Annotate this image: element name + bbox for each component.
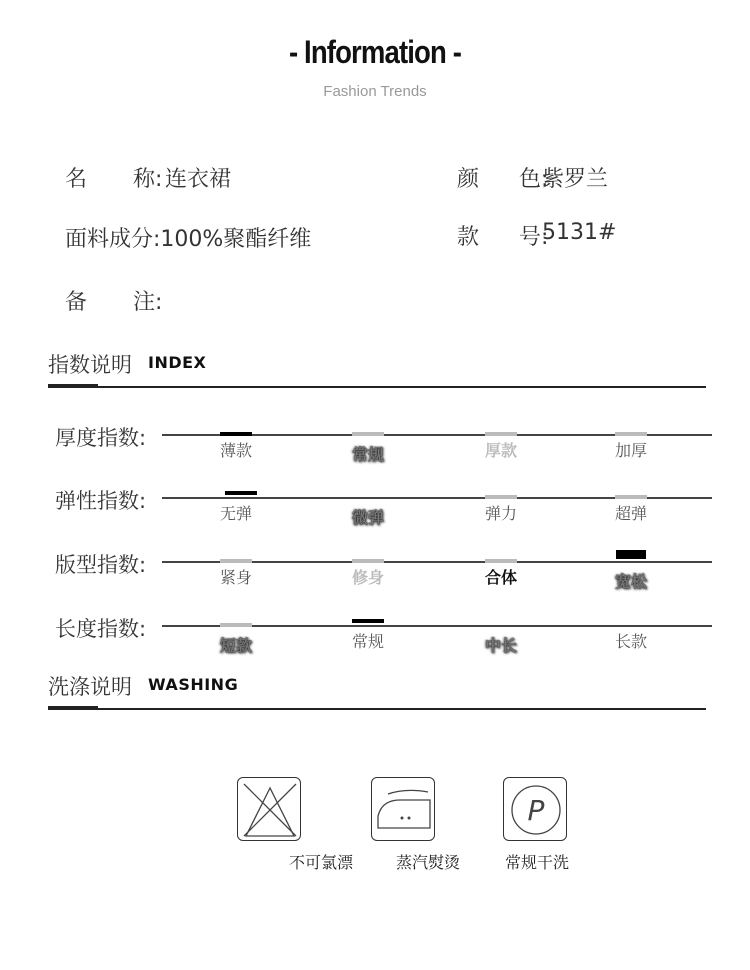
no-bleach-icon: [237, 777, 301, 841]
index-option-label: 厚款: [484, 441, 517, 460]
index-marker: [225, 491, 257, 495]
info-note-key1: 备: [65, 290, 88, 315]
index-option-label: 薄款: [219, 441, 252, 460]
index-option-label: 修身: [351, 568, 384, 587]
index-marker: [220, 559, 252, 563]
page-subtitle: Fashion Trends: [323, 83, 427, 100]
index-marker: [220, 432, 252, 436]
info-note-key2: 注:: [133, 290, 163, 315]
index-marker: [352, 619, 384, 623]
info-style-key2: 号:: [519, 225, 549, 250]
washing-caption: 不可氯漂: [289, 853, 354, 872]
info-fabric-label: 面料成分:100%聚酯纤维: [65, 227, 312, 252]
index-row-elasticity: [0, 489, 750, 537]
index-row-thickness: [0, 426, 750, 474]
index-option-label: 弹力: [484, 504, 517, 523]
index-label: 厚度指数:: [55, 426, 147, 450]
section-divider-accent: [48, 706, 98, 709]
index-option-label: 加厚: [614, 441, 647, 460]
index-option-label: 合体: [484, 568, 517, 587]
washing-item-steam-iron: [371, 777, 461, 872]
index-marker: [485, 559, 517, 563]
washing-section-header: [48, 671, 706, 711]
washing-item-no-bleach: [237, 777, 354, 872]
index-option-label: 超弹: [614, 504, 647, 523]
section-divider-accent: [48, 384, 98, 387]
index-label: 弹性指数:: [55, 489, 147, 513]
index-marker: [352, 559, 384, 563]
index-marker: [616, 550, 646, 559]
index-marker: [352, 432, 384, 436]
info-color-value: 紫罗兰: [542, 167, 609, 192]
info-name-key1: 名: [65, 167, 88, 192]
index-label: 长度指数:: [55, 617, 147, 641]
section-divider: [48, 708, 706, 710]
index-option-label: 紧身: [219, 568, 252, 587]
index-marker: [220, 623, 252, 627]
washing-caption: 蒸汽熨烫: [396, 853, 461, 872]
index-label: 版型指数:: [55, 553, 147, 577]
info-style-key1: 款: [457, 225, 480, 250]
washing-item-dry-clean: [503, 777, 570, 872]
index-marker: [615, 495, 647, 499]
steam-iron-icon: [371, 777, 435, 841]
index-row-fit: [0, 553, 750, 601]
index-option-label: 常规: [351, 632, 384, 651]
info-name-value: 连衣裙: [165, 167, 232, 192]
index-option-label: 宽松: [614, 572, 647, 591]
info-style-value: 5131#: [542, 220, 617, 245]
info-fabric: [65, 222, 311, 253]
washing-caption: 常规干洗: [505, 853, 570, 872]
index-option-label: 微弹: [351, 508, 384, 527]
info-color-key1: 颜: [457, 167, 480, 192]
index-marker: [485, 495, 517, 499]
index-marker: [485, 432, 517, 436]
washing-title-en: WASHING: [148, 675, 239, 694]
page-title: - Information -: [288, 34, 462, 70]
index-option-label: 无弹: [219, 504, 252, 523]
section-divider: [48, 386, 706, 388]
dry-clean-p-icon: [503, 777, 567, 841]
info-color-key2: 色:: [519, 167, 549, 192]
index-option-label: 短款: [219, 636, 252, 655]
index-marker: [615, 432, 647, 436]
index-title-en: INDEX: [148, 353, 207, 372]
index-title-cn: 指数说明: [48, 353, 132, 377]
index-option-label: 长款: [614, 632, 647, 651]
svg-text:P: P: [527, 794, 545, 827]
index-option-label: 中长: [484, 636, 517, 655]
washing-title-cn: 洗涤说明: [48, 675, 132, 699]
info-name-key2: 称:: [133, 167, 163, 192]
index-option-label: 常规: [351, 445, 384, 464]
index-section-header: [48, 349, 706, 389]
index-row-length: [0, 617, 750, 665]
